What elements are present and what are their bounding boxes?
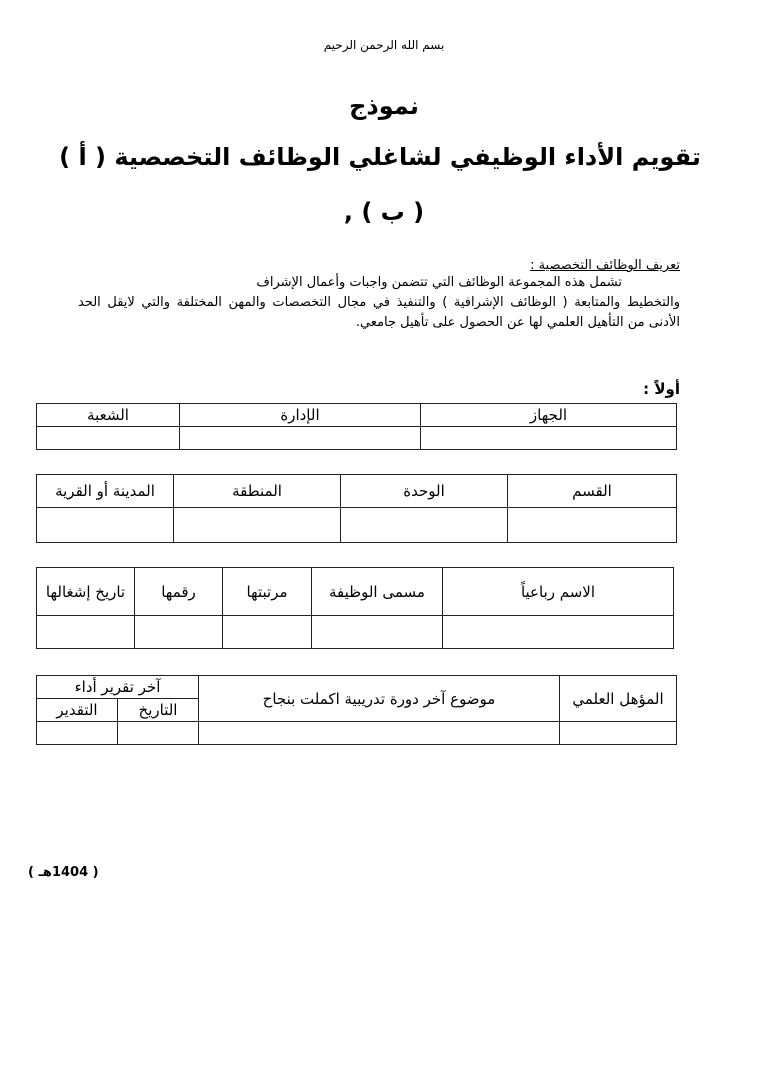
last-training-field[interactable] xyxy=(199,722,560,745)
department-field[interactable] xyxy=(180,427,421,450)
header-city: المدينة أو القرية xyxy=(37,475,174,508)
form-title: تقويم الأداء الوظيفي لشاغلي الوظائف التخصصية ( أ ) xyxy=(59,143,701,171)
header-last-training: موضوع آخر دورة تدريبية اكملت بنجاح xyxy=(199,676,560,722)
header-last-report: آخر تقرير أداء xyxy=(37,676,199,699)
header-report-date: التاريخ xyxy=(118,699,199,722)
header-occupancy-date: تاريخ إشغالها xyxy=(37,568,135,616)
year-note: ( 1404هـ ) xyxy=(28,865,99,880)
definition-line-1: تشمل هذه المجموعة الوظائف التي تتضمن واجبات وأعمال الإشراف xyxy=(256,275,622,290)
agency-field[interactable] xyxy=(421,427,677,450)
header-grade: مرتبتها xyxy=(223,568,312,616)
table-input-row xyxy=(37,508,677,543)
table-header-row xyxy=(37,568,674,616)
city-field[interactable] xyxy=(37,508,174,543)
header-region: المنطقة xyxy=(174,475,341,508)
job-title-field[interactable] xyxy=(312,616,443,649)
form-title-label: نموذج xyxy=(349,92,419,120)
header-division: الشعبة xyxy=(37,404,180,427)
definition-rest: والتخطيط والمتابعة ( الوظائف الإشرافية ) والتنفيذ في مجال التخصصات والمهن المختلفة والتي لايقل الحد الأدنى من التأهيل العلمي لها عن الحصول على تأهيل جامعي. xyxy=(78,295,680,330)
definition-heading: تعريف الوظائف التخصصية : xyxy=(530,258,680,273)
section-one-label: أولاً : xyxy=(643,380,680,398)
report-date-field[interactable] xyxy=(118,722,199,745)
location-table xyxy=(36,474,677,543)
header-report-grade: التقدير xyxy=(37,699,118,722)
region-field[interactable] xyxy=(174,508,341,543)
report-grade-field[interactable] xyxy=(37,722,118,745)
basmala: بسم الله الرحمن الرحيم xyxy=(323,38,445,52)
header-qualification: المؤهل العلمي xyxy=(560,676,677,722)
header-number: رقمها xyxy=(135,568,223,616)
number-field[interactable] xyxy=(135,616,223,649)
header-full-name: الاسم رباعياً xyxy=(443,568,674,616)
division-field[interactable] xyxy=(37,427,180,450)
unit-field[interactable] xyxy=(341,508,508,543)
header-unit: الوحدة xyxy=(341,475,508,508)
table-input-row xyxy=(37,722,677,745)
table-input-row xyxy=(37,427,677,450)
employee-table xyxy=(36,567,674,649)
section-field[interactable] xyxy=(508,508,677,543)
header-section: القسم xyxy=(508,475,677,508)
grade-field[interactable] xyxy=(223,616,312,649)
qualification-table xyxy=(36,675,677,745)
full-name-field[interactable] xyxy=(443,616,674,649)
table-input-row xyxy=(37,616,674,649)
qualification-field[interactable] xyxy=(560,722,677,745)
header-job-title: مسمى الوظيفة xyxy=(312,568,443,616)
table-header-row xyxy=(37,475,677,508)
form-subtitle: ( ب ) , xyxy=(343,198,425,226)
header-department: الإدارة xyxy=(180,404,421,427)
org-table xyxy=(36,403,677,450)
occupancy-date-field[interactable] xyxy=(37,616,135,649)
table-header-row xyxy=(37,676,677,699)
definition-text xyxy=(78,273,680,333)
table-header-row xyxy=(37,404,677,427)
header-agency: الجهاز xyxy=(421,404,677,427)
